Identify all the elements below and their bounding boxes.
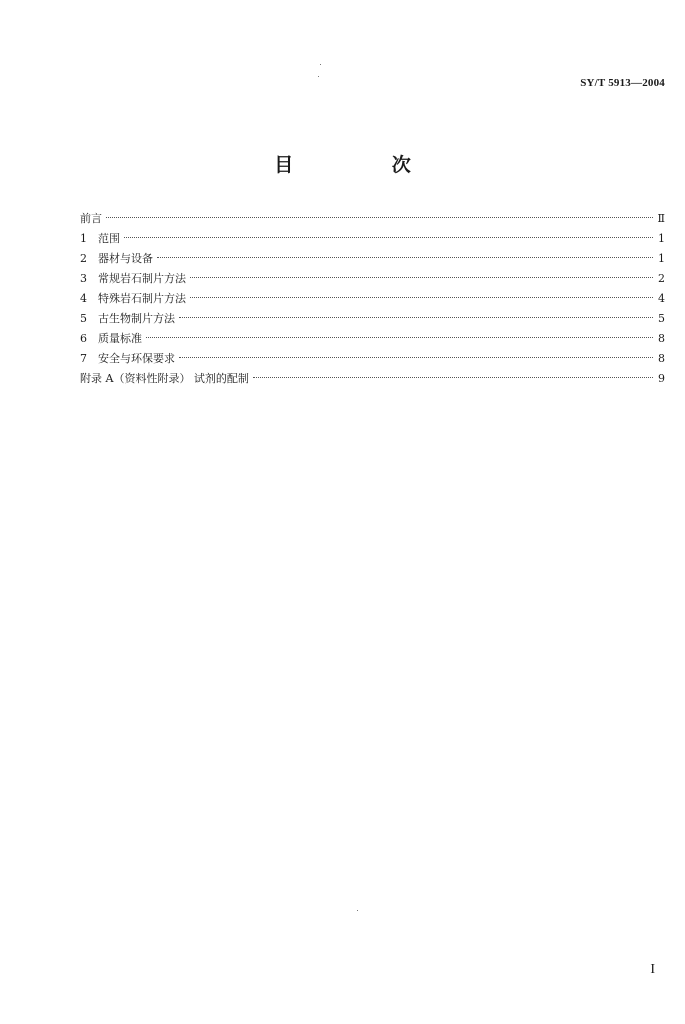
toc-entry-label	[80, 309, 175, 329]
toc-entry-page: 4	[658, 292, 665, 305]
page-number: I	[650, 962, 655, 977]
toc-entry-label	[80, 209, 102, 229]
toc-leader-dots	[190, 277, 653, 278]
toc-entry-text: 常规岩石制片方法	[98, 272, 186, 285]
toc-leader-dots	[124, 237, 653, 238]
toc-entry[interactable]	[80, 329, 665, 349]
toc-entry-text: 前言	[80, 212, 102, 225]
toc-entry[interactable]	[80, 249, 665, 269]
toc-entry-page: 1	[658, 232, 665, 245]
toc-entry-label	[80, 249, 153, 269]
toc-entry[interactable]	[80, 309, 665, 329]
toc-entry-page: Ⅱ	[657, 212, 665, 225]
toc-entry-text: 特殊岩石制片方法	[98, 292, 186, 305]
toc-entry-text: 安全与环保要求	[98, 352, 175, 365]
toc-entry-number: 6	[80, 332, 87, 345]
toc-entry-page: 8	[658, 352, 665, 365]
toc-entry[interactable]	[80, 269, 665, 289]
toc-entry[interactable]	[80, 369, 665, 389]
toc-entry-page: 1	[658, 252, 665, 265]
toc-entry-label	[80, 329, 142, 349]
toc-entry-label	[80, 229, 120, 249]
toc-leader-dots	[179, 317, 653, 318]
toc-entry-number: 7	[80, 352, 87, 365]
toc-leader-dots	[146, 337, 653, 338]
toc-entry-text: 器材与设备	[98, 252, 153, 265]
toc-entry[interactable]	[80, 349, 665, 369]
scan-speck	[357, 910, 358, 911]
toc-entry-page: 8	[658, 332, 665, 345]
toc-leader-dots	[106, 217, 653, 218]
toc-entry-text: 附录 A（资料性附录） 试剂的配制	[80, 372, 249, 385]
table-of-contents	[80, 209, 665, 389]
toc-entry-page: 2	[658, 272, 665, 285]
toc-entry-label	[80, 369, 249, 389]
toc-entry-text: 古生物制片方法	[98, 312, 175, 325]
toc-title: 目 次	[274, 154, 457, 176]
toc-entry-label	[80, 289, 186, 309]
toc-leader-dots	[179, 357, 653, 358]
toc-entry-page: 9	[658, 372, 665, 385]
toc-entry-number: 2	[80, 252, 87, 265]
standard-code: SY/T 5913—2004	[580, 77, 665, 89]
toc-entry-text: 质量标准	[98, 332, 142, 345]
toc-entry-number: 1	[80, 232, 87, 245]
toc-entry-page: 5	[658, 312, 665, 325]
toc-leader-dots	[190, 297, 653, 298]
toc-entry[interactable]	[80, 289, 665, 309]
scan-speck	[318, 76, 319, 77]
toc-entry-text: 范围	[98, 232, 120, 245]
toc-entry[interactable]	[80, 209, 665, 229]
toc-entry-label	[80, 349, 175, 369]
toc-entry-label	[80, 269, 186, 289]
toc-entry-number: 3	[80, 272, 87, 285]
toc-entry-number: 5	[80, 312, 87, 325]
toc-entry-number: 4	[80, 292, 87, 305]
toc-leader-dots	[253, 377, 653, 378]
toc-leader-dots	[157, 257, 653, 258]
toc-entry[interactable]	[80, 229, 665, 249]
scan-speck	[320, 64, 321, 65]
